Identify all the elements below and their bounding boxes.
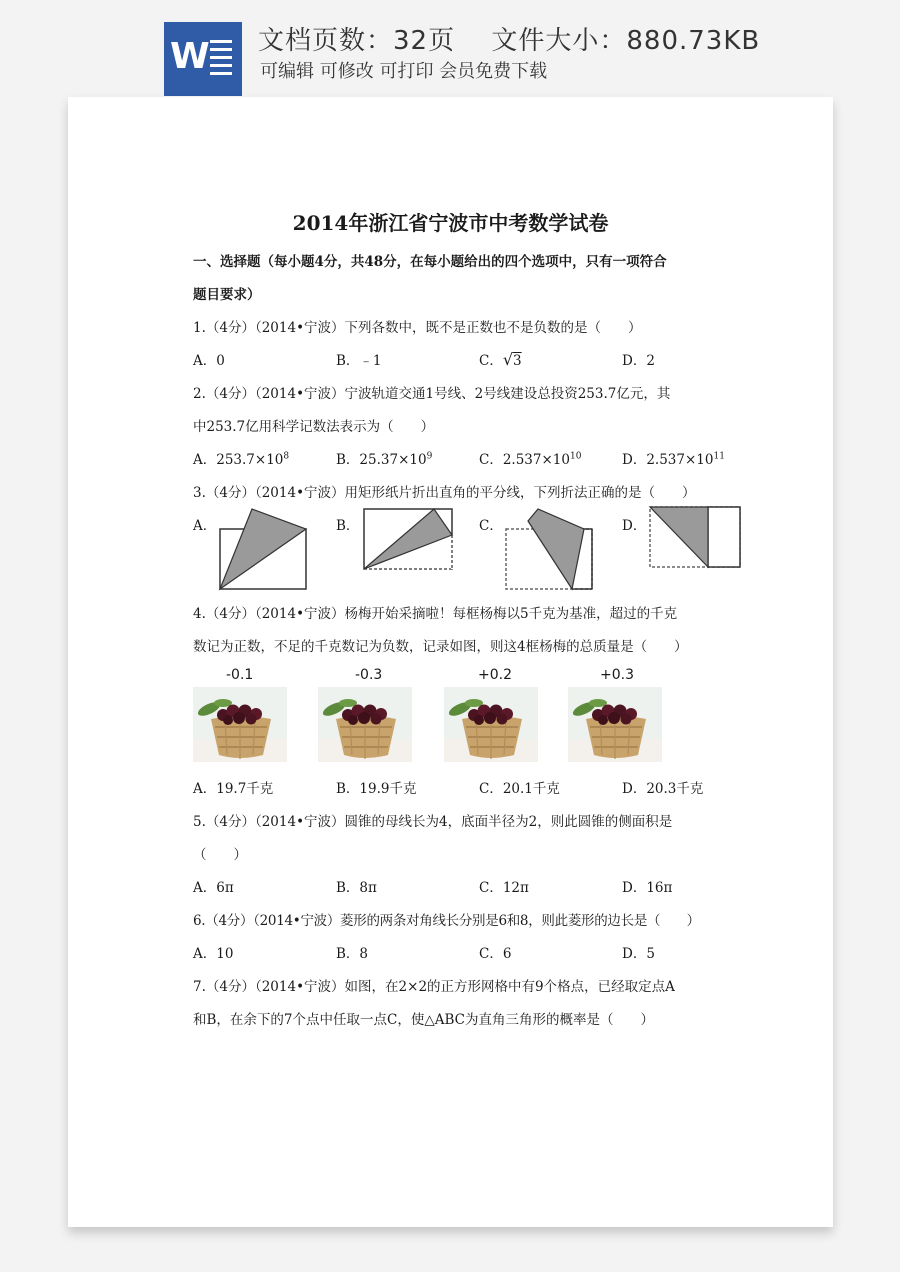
q6-option-a: A．10 — [193, 946, 234, 962]
q6-option-c: C．6 — [479, 946, 512, 962]
doc-meta — [258, 20, 760, 57]
document-page — [68, 97, 833, 1227]
q6-option-d: D．5 — [622, 946, 655, 962]
basket-label-4: +0.3 — [600, 667, 634, 683]
page-title: 2014年浙江省宁波市中考数学试卷 — [292, 211, 609, 235]
word-letter: W — [170, 36, 210, 77]
q5-option-a: A．6π — [193, 880, 234, 896]
q1-option-a: A．0 — [193, 353, 225, 369]
q2-stem: 2.（4分）（2014•宁波）宁波轨道交通1号线、2号线建设总投资253.7亿元，其 — [193, 386, 671, 402]
q3-figure-a — [216, 507, 311, 592]
q7-stem-cont: 和B，在余下的7个点中任取一点C，使△ABC为直角三角形的概率是（ ） — [193, 1012, 654, 1028]
download-banner — [0, 0, 900, 100]
q1-option-b: B．﹣1 — [336, 353, 382, 369]
q3-figure-c — [502, 507, 602, 592]
q4-option-b: B．19.9千克 — [336, 781, 417, 797]
q3-option-b: B． — [336, 518, 360, 534]
basket-label-2: -0.3 — [355, 667, 383, 683]
q2-option-c: C．$2.537\times 10^{10}$ — [479, 451, 582, 468]
q7-stem: 7.（4分）（2014•宁波）如图，在2×2的正方形网格中有9个格点，已经取定点A — [193, 979, 675, 995]
q3-option-c: C． — [479, 518, 503, 534]
q2-stem-cont: 中253.7亿用科学记数法表示为（ ） — [193, 419, 435, 435]
q2-option-a: A．$253.7\times 10^8$ — [193, 451, 290, 468]
q3-stem: 3.（4分）（2014•宁波）用矩形纸片折出直角的平分线，下列折法正确的是（ ） — [193, 485, 696, 501]
q6-stem: 6.（4分）（2014•宁波）菱形的两条对角线长分别是6和8，则此菱形的边长是（ ） — [193, 913, 700, 929]
page-count: 文档页数：32页 — [258, 26, 456, 56]
q1-option-d: D．2 — [622, 353, 655, 369]
q3-figure-d — [646, 505, 746, 571]
q5-option-d: D．16π — [622, 880, 673, 896]
q6-option-b: B．8 — [336, 946, 369, 962]
feature-list: 可编辑 可修改 可打印 会员免费下载 — [260, 61, 548, 82]
q2-option-b: B．$25.37\times 10^9$ — [336, 451, 433, 468]
q5-stem-cont: （ ） — [193, 847, 247, 863]
q3-figure-b — [358, 507, 458, 572]
q3-option-a: A． — [193, 518, 217, 534]
basket-label-3: +0.2 — [478, 667, 512, 683]
q4-stem: 4.（4分）（2014•宁波）杨梅开始采摘啦！每框杨梅以5千克为基准，超过的千克 — [193, 606, 678, 622]
basket-label-1: -0.1 — [226, 667, 254, 683]
q1-option-c-prefix: C． — [479, 353, 503, 369]
file-size: 文件大小：880.73KB — [491, 26, 761, 56]
q1-stem: 1.（4分）（2014•宁波）下列各数中，既不是正数也不是负数的是（ ） — [193, 320, 642, 336]
bayberry-basket-image — [568, 687, 662, 762]
word-doc-icon — [164, 22, 242, 96]
bayberry-basket-image — [318, 687, 412, 762]
bayberry-basket-image — [444, 687, 538, 762]
q2-option-d: D．$2.537\times 10^{11}$ — [622, 451, 725, 468]
q4-option-d: D．20.3千克 — [622, 781, 704, 797]
q4-option-a: A．19.7千克 — [193, 781, 274, 797]
bayberry-basket-image — [193, 687, 287, 762]
section-heading: 一、选择题（每小题4分，共48分，在每小题给出的四个选项中，只有一项符合 — [193, 254, 667, 270]
q3-option-d: D． — [622, 518, 647, 534]
q5-option-c: C．12π — [479, 880, 529, 896]
q1-option-c: C．√3 — [479, 350, 522, 369]
section-heading-cont: 题目要求） — [193, 287, 261, 303]
q4-stem-cont: 数记为正数，不足的千克数记为负数，记录如图，则这4框杨梅的总质量是（ ） — [193, 639, 688, 655]
q1-option-c-radicand: 3 — [513, 353, 522, 369]
q5-stem: 5.（4分）（2014•宁波）圆锥的母线长为4，底面半径为2，则此圆锥的侧面积是 — [193, 814, 673, 830]
q5-option-b: B．8π — [336, 880, 377, 896]
q4-option-c: C．20.1千克 — [479, 781, 560, 797]
